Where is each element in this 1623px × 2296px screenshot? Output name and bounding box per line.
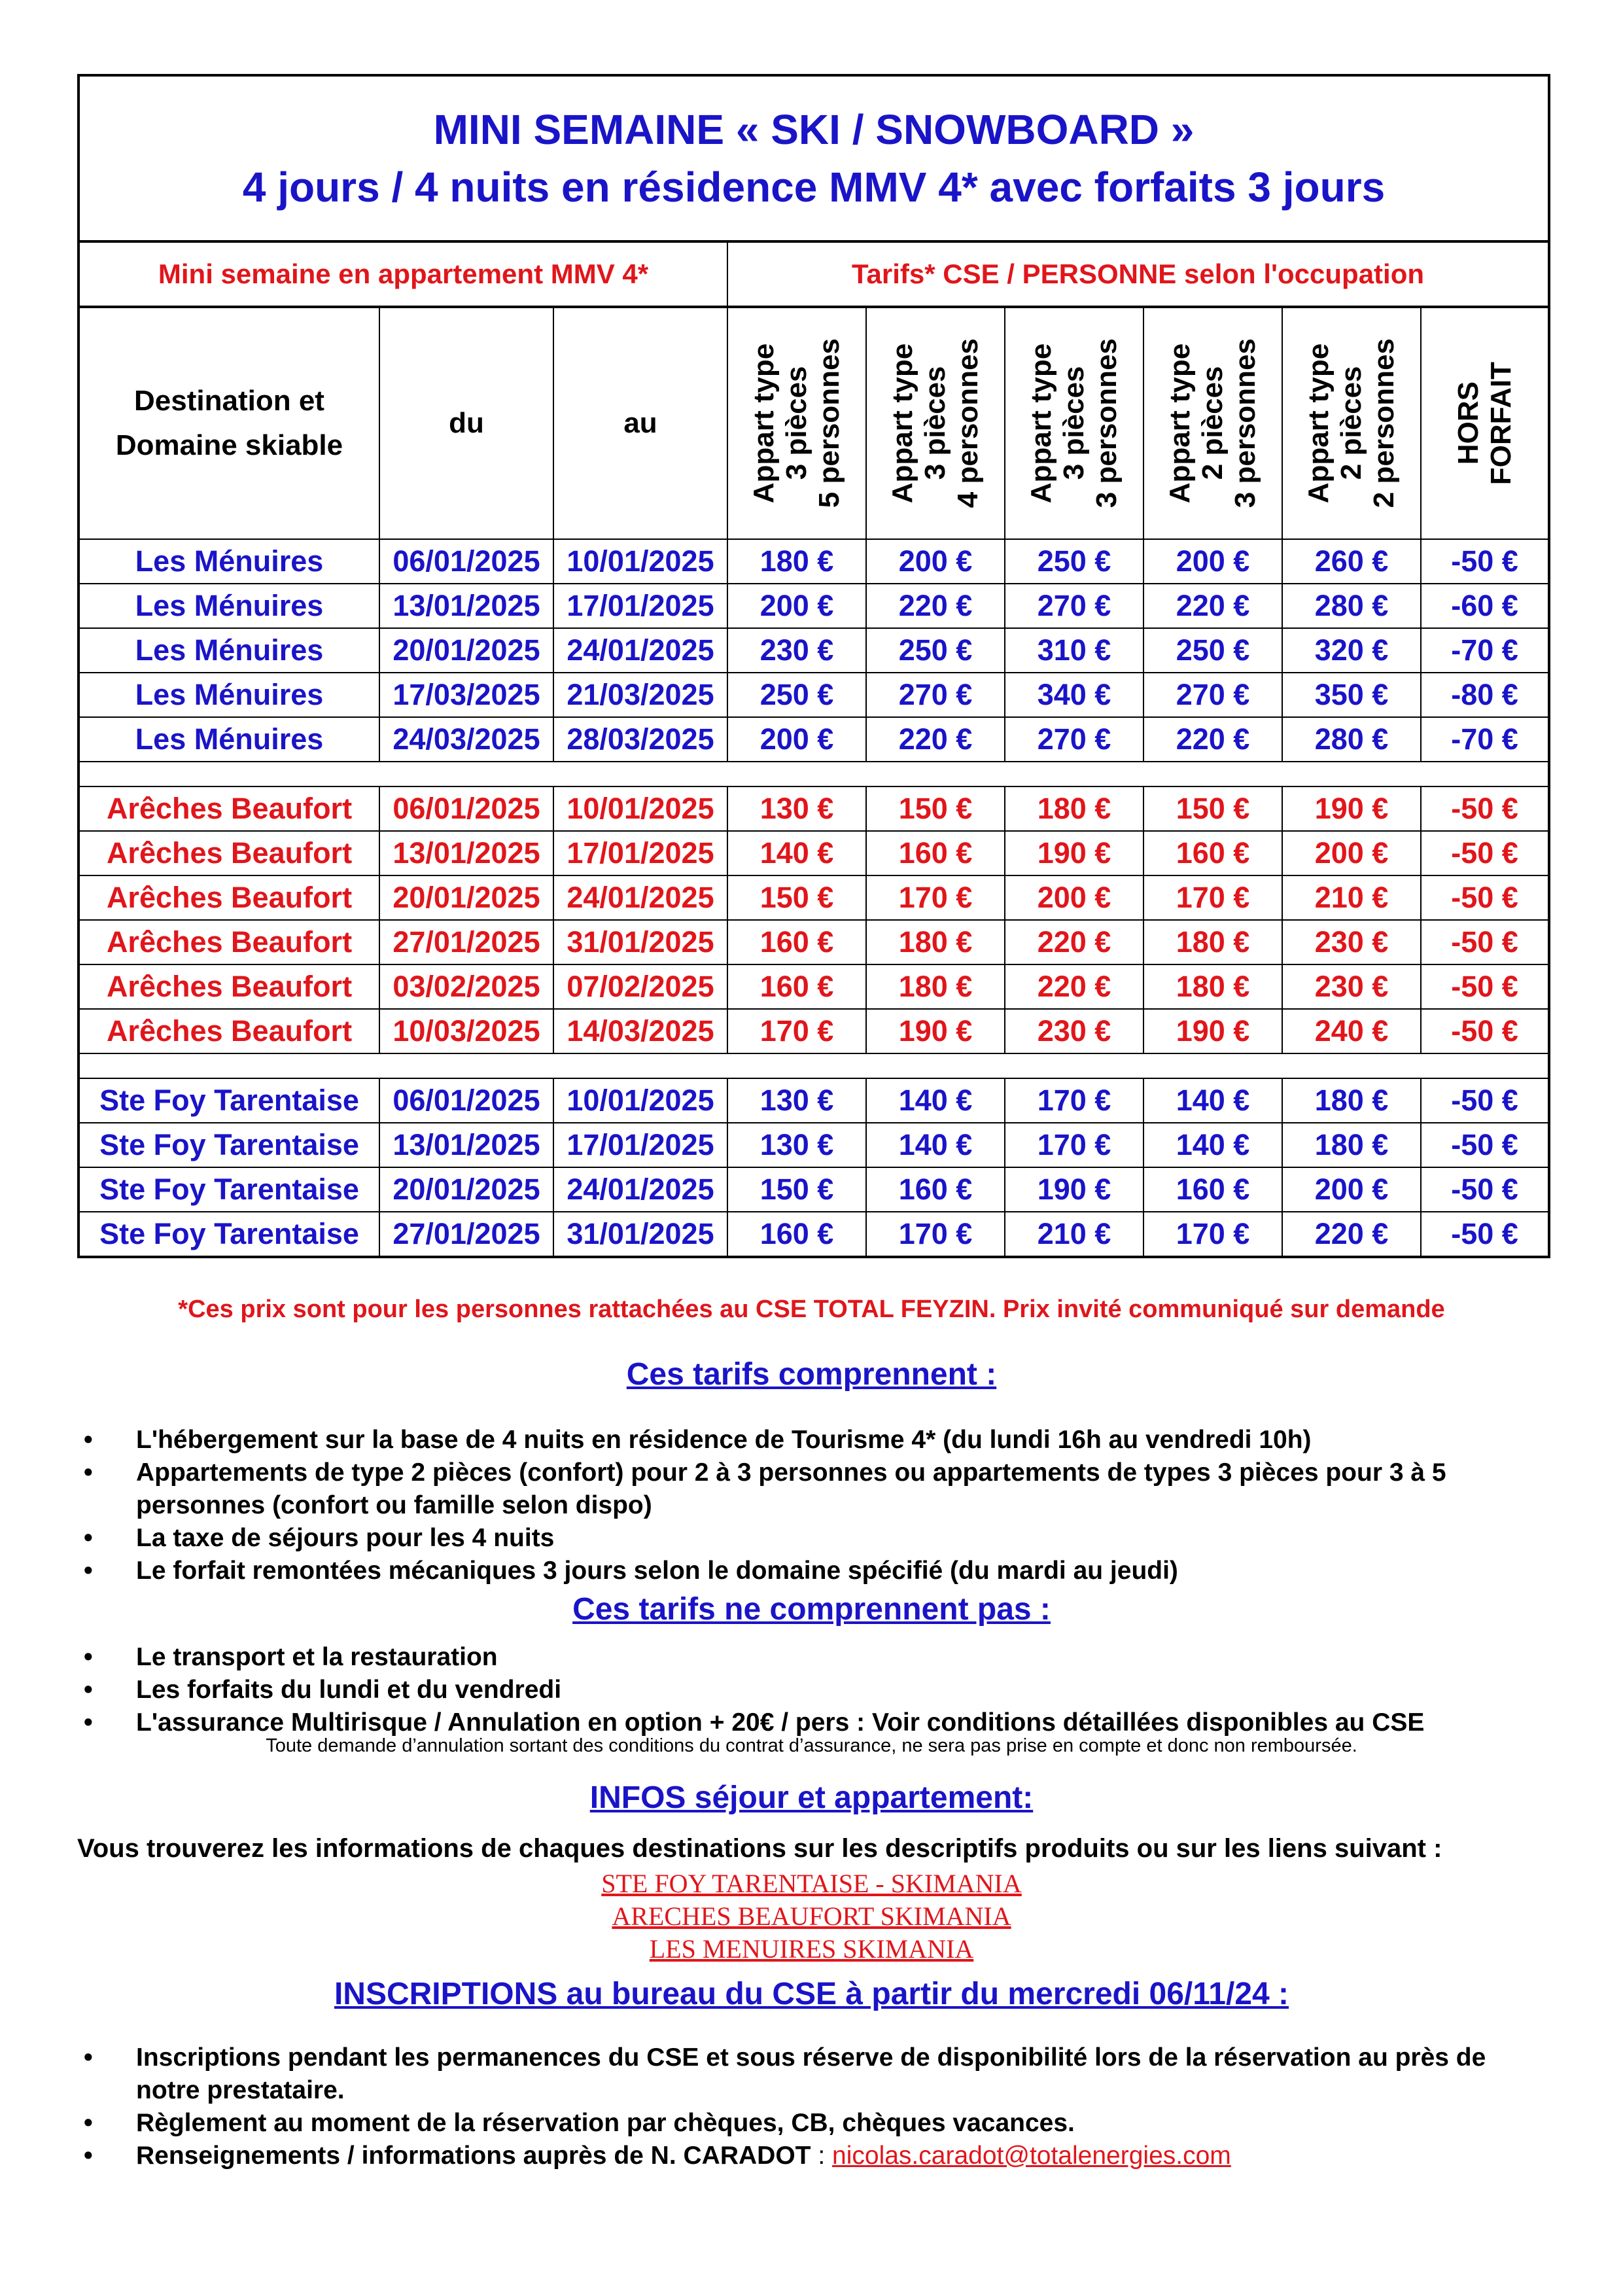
cell-hors-forfait: -60 € [1421, 584, 1549, 628]
column-header-type-line: 4 personnes [952, 338, 984, 508]
column-header-type-line: 5 personnes [813, 338, 845, 508]
column-header-type-line: Appart type [1302, 343, 1335, 504]
cell-price-3p3: 230 € [1005, 1009, 1143, 1053]
cell-price-2p2: 210 € [1282, 875, 1421, 920]
cell-destination: Les Ménuires [79, 584, 379, 628]
column-header-type-line: 2 personnes [1368, 338, 1400, 508]
cell-price-3p3: 190 € [1005, 831, 1143, 875]
column-header-type-line: 3 personnes [1091, 338, 1123, 508]
contact-separator: : [811, 2142, 833, 2170]
title-line-2: 4 jours / 4 nuits en résidence MMV 4* avec forfaits 3 jours [242, 164, 1386, 211]
cell-price-2p3: 170 € [1143, 1212, 1282, 1257]
cell-price-2p3: 150 € [1143, 786, 1282, 831]
cell-hors-forfait: -50 € [1421, 920, 1549, 964]
cell-date-from: 20/01/2025 [379, 875, 553, 920]
cell-price-3p5: 200 € [727, 717, 866, 762]
bullet-icon: • [84, 1676, 93, 1704]
column-header-type [1005, 307, 1143, 539]
cell-hors-forfait: -50 € [1421, 1123, 1549, 1167]
cell-destination: Arêches Beaufort [79, 786, 379, 831]
cell-destination: Arêches Beaufort [79, 920, 379, 964]
cell-destination: Arêches Beaufort [79, 964, 379, 1009]
cell-date-from: 20/01/2025 [379, 1167, 553, 1212]
contact-label: Renseignements / informations auprès de N. CARADOT [136, 2142, 811, 2170]
link-les-menuires[interactable]: LES MENUIRES SKIMANIA [649, 1934, 974, 1964]
cell-price-2p2: 200 € [1282, 831, 1421, 875]
cell-price-3p5: 160 € [727, 964, 866, 1009]
list-item-text: L'assurance Multirisque / Annulation en option + 20€ / pers : Voir conditions détaillées disponibles au CSE [136, 1708, 1425, 1737]
table-row [79, 1212, 1549, 1257]
cell-date-from: 03/02/2025 [379, 964, 553, 1009]
cell-date-to: 17/01/2025 [553, 831, 727, 875]
cell-date-from: 20/01/2025 [379, 628, 553, 673]
bullet-icon: • [84, 1458, 93, 1487]
list-item [77, 1522, 1549, 1555]
bullet-icon: • [84, 1524, 93, 1552]
cell-price-3p3: 270 € [1005, 717, 1143, 762]
list-item [77, 1706, 1549, 1739]
cell-destination: Ste Foy Tarentaise [79, 1078, 379, 1123]
cell-price-2p2: 220 € [1282, 1212, 1421, 1257]
cell-price-3p5: 140 € [727, 831, 866, 875]
cell-hors-forfait: -50 € [1421, 875, 1549, 920]
cell-price-3p5: 150 € [727, 875, 866, 920]
cell-price-3p5: 230 € [727, 628, 866, 673]
table-row [79, 875, 1549, 920]
cell-price-3p4: 140 € [866, 1078, 1005, 1123]
cell-price-2p2: 280 € [1282, 717, 1421, 762]
cell-destination: Les Ménuires [79, 628, 379, 673]
cell-price-3p3: 170 € [1005, 1123, 1143, 1167]
cell-date-to: 10/01/2025 [553, 786, 727, 831]
cell-price-3p4: 200 € [866, 539, 1005, 584]
list-item [77, 2041, 1549, 2107]
cell-price-3p3: 340 € [1005, 673, 1143, 717]
column-header-destination [79, 307, 379, 539]
infos-title: INFOS séjour et appartement: [589, 1780, 1034, 1815]
column-header-type [1421, 307, 1549, 539]
cell-date-from: 27/01/2025 [379, 920, 553, 964]
destination-links [0, 1867, 1623, 1966]
cell-price-2p2: 180 € [1282, 1078, 1421, 1123]
cell-price-3p5: 170 € [727, 1009, 866, 1053]
includes-title: Ces tarifs comprennent : [626, 1357, 997, 1392]
cell-price-2p3: 140 € [1143, 1078, 1282, 1123]
table-row [79, 1167, 1549, 1212]
cell-price-3p4: 150 € [866, 786, 1005, 831]
list-item [77, 1457, 1549, 1522]
table-row [79, 786, 1549, 831]
cell-date-from: 06/01/2025 [379, 539, 553, 584]
cell-destination: Les Ménuires [79, 717, 379, 762]
column-header-type-line: Appart type [1164, 343, 1196, 504]
infos-text: Vous trouverez les informations de chaques destinations sur les descriptifs produits ou sur les liens suivant : [77, 1834, 1442, 1863]
cell-destination: Ste Foy Tarentaise [79, 1167, 379, 1212]
cell-price-3p3: 210 € [1005, 1212, 1143, 1257]
list-item [77, 1424, 1549, 1457]
cell-price-3p4: 180 € [866, 920, 1005, 964]
cell-destination: Les Ménuires [79, 539, 379, 584]
cell-price-2p2: 230 € [1282, 920, 1421, 964]
cell-price-3p4: 160 € [866, 831, 1005, 875]
list-item-text: Les forfaits du lundi et du vendredi [136, 1676, 562, 1704]
table-row [79, 539, 1549, 584]
cell-date-to: 10/01/2025 [553, 539, 727, 584]
cell-price-3p4: 170 € [866, 875, 1005, 920]
table-row [79, 717, 1549, 762]
cell-price-2p3: 180 € [1143, 920, 1282, 964]
list-item-text: Appartements de type 2 pièces (confort) pour 2 à 3 personnes ou appartements de types 3 pièces pour 3 à 5 personnes (confort ou famille selon dispo) [136, 1458, 1446, 1519]
list-item [77, 2107, 1549, 2140]
footnote: *Ces prix sont pour les personnes rattachées au CSE TOTAL FEYZIN. Prix invité communiqué sur demande [178, 1296, 1445, 1323]
list-item [77, 1674, 1549, 1706]
cell-date-to: 10/01/2025 [553, 1078, 727, 1123]
cell-date-to: 21/03/2025 [553, 673, 727, 717]
cell-price-3p5: 130 € [727, 786, 866, 831]
cell-price-3p3: 220 € [1005, 920, 1143, 964]
cell-price-2p2: 280 € [1282, 584, 1421, 628]
cell-price-3p5: 130 € [727, 1078, 866, 1123]
bullet-icon: • [84, 1643, 93, 1671]
cell-date-to: 17/01/2025 [553, 584, 727, 628]
cell-hors-forfait: -50 € [1421, 1009, 1549, 1053]
cell-date-from: 17/03/2025 [379, 673, 553, 717]
cell-hors-forfait: -50 € [1421, 831, 1549, 875]
table-row [79, 1123, 1549, 1167]
cell-date-to: 24/01/2025 [553, 875, 727, 920]
column-header-type-line: 2 pièces [1335, 366, 1367, 480]
cell-price-3p4: 190 € [866, 1009, 1005, 1053]
cell-date-to: 14/03/2025 [553, 1009, 727, 1053]
cell-date-to: 24/01/2025 [553, 628, 727, 673]
column-header-type-line: 3 pièces [919, 366, 951, 480]
cell-destination: Arêches Beaufort [79, 831, 379, 875]
cell-price-2p2: 260 € [1282, 539, 1421, 584]
cell-price-2p2: 180 € [1282, 1123, 1421, 1167]
cell-destination: Ste Foy Tarentaise [79, 1123, 379, 1167]
cell-price-2p3: 270 € [1143, 673, 1282, 717]
cell-price-3p4: 250 € [866, 628, 1005, 673]
cell-hors-forfait: -50 € [1421, 964, 1549, 1009]
cell-date-from: 06/01/2025 [379, 786, 553, 831]
group-spacer-cell [79, 1053, 1549, 1078]
inscriptions-title: INSCRIPTIONS au bureau du CSE à partir du mercredi 06/11/24 : [334, 1977, 1289, 2011]
table-row [79, 673, 1549, 717]
inscriptions-list [77, 2041, 1549, 2172]
column-header-type-line: 3 pièces [1058, 366, 1090, 480]
includes-list [77, 1424, 1549, 1587]
bullet-icon: • [84, 1426, 93, 1454]
cell-price-3p5: 160 € [727, 920, 866, 964]
list-item [77, 2140, 1549, 2172]
column-header-type [866, 307, 1005, 539]
column-header-type-line: Appart type [1025, 343, 1057, 504]
cell-destination: Arêches Beaufort [79, 1009, 379, 1053]
cell-price-2p2: 240 € [1282, 1009, 1421, 1053]
cell-price-3p4: 270 € [866, 673, 1005, 717]
cell-price-3p5: 180 € [727, 539, 866, 584]
cell-destination: Arêches Beaufort [79, 875, 379, 920]
bullet-icon: • [84, 2043, 93, 2072]
bullet-icon: • [84, 2142, 93, 2170]
cell-price-2p3: 220 € [1143, 584, 1282, 628]
document-title [79, 75, 1549, 241]
cell-price-3p5: 200 € [727, 584, 866, 628]
table-row [79, 1009, 1549, 1053]
pricing-table [77, 74, 1550, 1258]
column-header-type-line: 3 pièces [780, 366, 812, 480]
column-header-type-line: 2 pièces [1196, 366, 1229, 480]
cell-price-3p5: 160 € [727, 1212, 866, 1257]
cell-price-2p3: 190 € [1143, 1009, 1282, 1053]
cell-hors-forfait: -50 € [1421, 1212, 1549, 1257]
cell-price-2p2: 230 € [1282, 964, 1421, 1009]
subheader-left: Mini semaine en appartement MMV 4* [79, 241, 727, 307]
bullet-icon: • [84, 1708, 93, 1737]
cell-price-3p4: 170 € [866, 1212, 1005, 1257]
column-header-type [1282, 307, 1421, 539]
subheader-right: Tarifs* CSE / PERSONNE selon l'occupation [727, 241, 1549, 307]
cell-date-to: 17/01/2025 [553, 1123, 727, 1167]
group-spacer-cell [79, 762, 1549, 786]
cell-price-3p3: 220 € [1005, 964, 1143, 1009]
cell-price-2p3: 180 € [1143, 964, 1282, 1009]
cell-price-3p4: 220 € [866, 717, 1005, 762]
cell-hors-forfait: -50 € [1421, 1167, 1549, 1212]
cell-price-2p3: 160 € [1143, 831, 1282, 875]
cell-date-from: 10/03/2025 [379, 1009, 553, 1053]
column-header-au: au [553, 307, 727, 539]
cell-price-3p4: 180 € [866, 964, 1005, 1009]
cell-destination: Les Ménuires [79, 673, 379, 717]
column-header-destination-line: Destination et [134, 385, 324, 417]
list-item-text: L'hébergement sur la base de 4 nuits en résidence de Tourisme 4* (du lundi 16h au vendredi 10h) [136, 1426, 1312, 1454]
cell-price-2p3: 170 € [1143, 875, 1282, 920]
cell-date-to: 31/01/2025 [553, 1212, 727, 1257]
column-header-type [1143, 307, 1282, 539]
group-spacer-row [79, 1053, 1549, 1078]
cell-price-2p2: 190 € [1282, 786, 1421, 831]
cell-date-from: 13/01/2025 [379, 831, 553, 875]
cell-hors-forfait: -50 € [1421, 1078, 1549, 1123]
cell-date-from: 13/01/2025 [379, 1123, 553, 1167]
cell-price-3p3: 250 € [1005, 539, 1143, 584]
cell-price-3p3: 170 € [1005, 1078, 1143, 1123]
list-item-text: La taxe de séjours pour les 4 nuits [136, 1524, 555, 1552]
cell-date-to: 07/02/2025 [553, 964, 727, 1009]
cell-date-from: 06/01/2025 [379, 1078, 553, 1123]
cell-price-2p3: 250 € [1143, 628, 1282, 673]
cell-price-3p3: 200 € [1005, 875, 1143, 920]
cell-price-2p3: 160 € [1143, 1167, 1282, 1212]
link-ste-foy[interactable]: STE FOY TARENTAISE - SKIMANIA [601, 1869, 1022, 1898]
table-row [79, 628, 1549, 673]
column-header-du: du [379, 307, 553, 539]
table-row [79, 1078, 1549, 1123]
cell-price-3p3: 310 € [1005, 628, 1143, 673]
cell-date-from: 13/01/2025 [379, 584, 553, 628]
list-item [77, 1555, 1549, 1587]
column-header-destination-line: Domaine skiable [115, 429, 343, 461]
cancellation-note: Toute demande d’annulation sortant des conditions du contrat d’assurance, ne sera pas prise en compte et donc non remboursée. [266, 1735, 1357, 1756]
excludes-list [77, 1641, 1549, 1739]
cell-price-3p4: 140 € [866, 1123, 1005, 1167]
title-line-1: MINI SEMAINE « SKI / SNOWBOARD » [433, 106, 1195, 153]
cell-price-2p2: 350 € [1282, 673, 1421, 717]
cell-price-2p2: 320 € [1282, 628, 1421, 673]
cell-price-3p3: 180 € [1005, 786, 1143, 831]
group-spacer-row [79, 762, 1549, 786]
cell-price-3p5: 250 € [727, 673, 866, 717]
cell-hors-forfait: -50 € [1421, 539, 1549, 584]
column-header-type-line: FORFAIT [1484, 361, 1517, 486]
cell-price-2p3: 140 € [1143, 1123, 1282, 1167]
cell-hors-forfait: -70 € [1421, 717, 1549, 762]
cell-date-from: 24/03/2025 [379, 717, 553, 762]
cell-date-from: 27/01/2025 [379, 1212, 553, 1257]
link-areches-beaufort[interactable]: ARECHES BEAUFORT SKIMANIA [612, 1901, 1011, 1931]
cell-price-3p4: 160 € [866, 1167, 1005, 1212]
column-header-type-line: Appart type [886, 343, 918, 504]
table-row [79, 964, 1549, 1009]
cell-date-to: 31/01/2025 [553, 920, 727, 964]
cell-price-2p3: 220 € [1143, 717, 1282, 762]
cell-price-3p3: 190 € [1005, 1167, 1143, 1212]
cell-price-3p5: 150 € [727, 1167, 866, 1212]
cell-price-3p4: 220 € [866, 584, 1005, 628]
table-row [79, 584, 1549, 628]
excludes-title: Ces tarifs ne comprennent pas : [572, 1592, 1051, 1627]
column-header-type-line: Appart type [748, 343, 780, 504]
cell-price-2p3: 200 € [1143, 539, 1282, 584]
cell-hors-forfait: -70 € [1421, 628, 1549, 673]
table-row [79, 831, 1549, 875]
list-item-text: Le transport et la restauration [136, 1643, 498, 1671]
cell-hors-forfait: -50 € [1421, 786, 1549, 831]
list-item-text: Règlement au moment de la réservation par chèques, CB, chèques vacances. [136, 2109, 1075, 2137]
column-header-type [727, 307, 866, 539]
table-row [79, 920, 1549, 964]
cell-price-3p3: 270 € [1005, 584, 1143, 628]
cell-date-to: 24/01/2025 [553, 1167, 727, 1212]
bullet-icon: • [84, 2109, 93, 2137]
bullet-icon: • [84, 1557, 93, 1585]
cell-date-to: 28/03/2025 [553, 717, 727, 762]
list-item-text: Inscriptions pendant les permanences du CSE et sous réserve de disponibilité lors de la réservation au près de notre prestataire. [136, 2043, 1486, 2104]
list-item-text: Le forfait remontées mécaniques 3 jours selon le domaine spécifié (du mardi au jeudi) [136, 1557, 1178, 1585]
column-header-type-line: 3 personnes [1229, 338, 1261, 508]
cell-price-2p2: 200 € [1282, 1167, 1421, 1212]
column-header-type-line: HORS [1452, 381, 1484, 465]
cell-price-3p5: 130 € [727, 1123, 866, 1167]
cell-destination: Ste Foy Tarentaise [79, 1212, 379, 1257]
contact-email-link[interactable]: nicolas.caradot@totalenergies.com [832, 2142, 1231, 2170]
cell-hors-forfait: -80 € [1421, 673, 1549, 717]
list-item [77, 1641, 1549, 1674]
